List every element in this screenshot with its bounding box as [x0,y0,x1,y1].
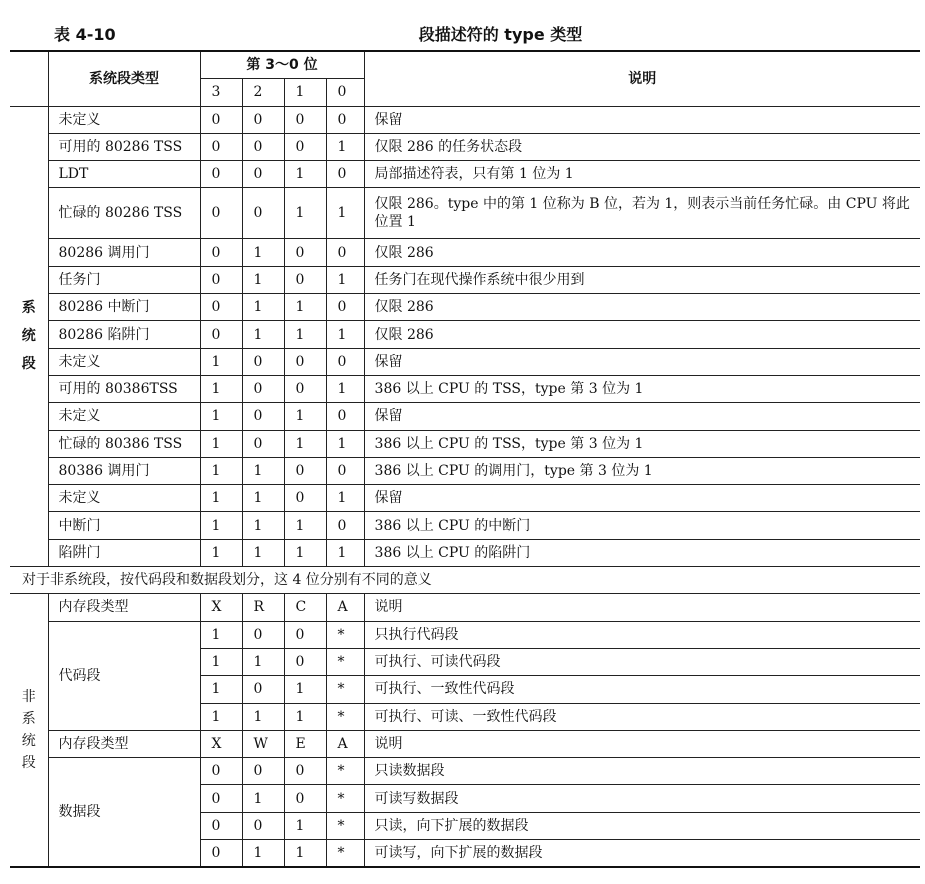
table-row [10,512,920,539]
bit-value: 1 [284,321,326,348]
description: 只读数据段 [364,758,920,785]
description: 386 以上 CPU 的中断门 [364,512,920,539]
table-row [10,161,920,188]
bit-header: A [326,594,364,621]
description: 保留 [364,403,920,430]
bit-value: 0 [284,239,326,266]
bit-value: 0 [242,106,284,133]
bit-value: 1 [200,485,242,512]
bit-value: 0 [326,457,364,484]
bit-value: 1 [242,840,284,868]
bit-value: 0 [284,457,326,484]
bit-value: 1 [242,294,284,321]
bit-value: 0 [284,648,326,675]
bit-value: 0 [284,133,326,160]
bit-value: 0 [200,294,242,321]
bit-value: 1 [200,375,242,402]
description: 保留 [364,485,920,512]
bit-value: 1 [242,512,284,539]
table-row [10,758,920,785]
bit-value: 1 [326,430,364,457]
bit-value: 1 [326,188,364,239]
bit-value: 1 [284,188,326,239]
header-bit: 2 [242,79,284,106]
bit-header: X [200,594,242,621]
description: 保留 [364,348,920,375]
section-type-header: 内存段类型 [48,594,200,621]
bit-header: A [326,730,364,757]
bit-value: 1 [200,648,242,675]
bit-value: 0 [284,106,326,133]
bit-value: 1 [200,703,242,730]
side-label-char: 统 [21,328,36,345]
side-label-char: 系 [21,711,36,728]
bit-value: 0 [242,161,284,188]
bit-value: 1 [284,703,326,730]
description: 仅限 286 的任务状态段 [364,133,920,160]
description: 386 以上 CPU 的 TSS，type 第 3 位为 1 [364,375,920,402]
header-type: 系统段类型 [48,51,200,106]
bit-value: 0 [200,106,242,133]
bit-value: * [326,648,364,675]
note-row [10,567,920,594]
bit-value: 1 [284,840,326,868]
bit-value: * [326,785,364,812]
bit-value: 1 [326,485,364,512]
bit-value: 0 [200,758,242,785]
side-label-char: 段 [21,356,36,373]
bit-value: 1 [284,403,326,430]
table-row [10,375,920,402]
description: 只执行代码段 [364,621,920,648]
bit-value: 0 [200,840,242,868]
description: 保留 [364,106,920,133]
segment-type: 任务门 [48,266,200,293]
bit-value: 1 [242,485,284,512]
bit-value: 0 [326,348,364,375]
bit-value: 0 [200,188,242,239]
bit-value: 1 [242,539,284,566]
bit-value: 0 [284,758,326,785]
bit-value: 1 [242,457,284,484]
header-bit: 1 [284,79,326,106]
header-bit: 0 [326,79,364,106]
note-text: 对于非系统段，按代码段和数据段划分，这 4 位分别有不同的意义 [10,567,920,594]
description: 仅限 286。type 中的第 1 位称为 B 位，若为 1，则表示当前任务忙碌。由 CPU 将此位置 1 [364,188,920,239]
bit-value: * [326,621,364,648]
bit-value: 1 [326,133,364,160]
description: 仅限 286 [364,294,920,321]
side-label-char: 非 [21,689,36,706]
bit-value: 1 [284,161,326,188]
segment-type: 80286 中断门 [48,294,200,321]
bit-value: 0 [242,133,284,160]
section-desc-header: 说明 [364,730,920,757]
bit-value: 0 [200,161,242,188]
bit-value: 1 [200,348,242,375]
bit-value: * [326,703,364,730]
bit-value: 0 [284,621,326,648]
segment-type: 中断门 [48,512,200,539]
bit-value: 1 [242,321,284,348]
description: 可执行、可读、一致性代码段 [364,703,920,730]
bit-value: 1 [284,430,326,457]
bit-header: E [284,730,326,757]
system-side-label [10,106,48,566]
bit-value: 1 [284,676,326,703]
bit-value: 0 [242,621,284,648]
bit-header: R [242,594,284,621]
side-label-char: 段 [21,755,36,772]
bit-value: 0 [326,403,364,430]
bit-value: 1 [242,703,284,730]
bit-value: 1 [326,321,364,348]
bit-value: 1 [326,375,364,402]
bit-value: 1 [242,266,284,293]
segment-kind-label: 代码段 [48,621,200,730]
bit-value: 0 [200,133,242,160]
description: 386 以上 CPU 的调用门，type 第 3 位为 1 [364,457,920,484]
segment-type: 可用的 80286 TSS [48,133,200,160]
bit-value: 1 [242,648,284,675]
segment-type: 忙碌的 80386 TSS [48,430,200,457]
description: 任务门在现代操作系统中很少用到 [364,266,920,293]
table-row [10,294,920,321]
bit-value: 0 [284,375,326,402]
table-row [10,266,920,293]
segment-type: 80286 调用门 [48,239,200,266]
table-row [10,621,920,648]
description: 可读写，向下扩展的数据段 [364,840,920,868]
side-label-char: 统 [21,733,36,750]
segment-type: 忙碌的 80286 TSS [48,188,200,239]
segment-type: 未定义 [48,485,200,512]
bit-value: 0 [284,485,326,512]
bit-value: 0 [200,239,242,266]
bit-value: 1 [200,457,242,484]
bit-value: 0 [326,239,364,266]
section-header-row [10,594,920,621]
bit-value: 1 [242,239,284,266]
segment-kind-label: 数据段 [48,758,200,868]
table-title: 段描述符的 type 类型 [418,25,583,44]
section-type-header: 内存段类型 [48,730,200,757]
bit-value: * [326,676,364,703]
bit-value: 0 [242,676,284,703]
description: 可执行、可读代码段 [364,648,920,675]
description: 局部描述符表，只有第 1 位为 1 [364,161,920,188]
table-row [10,239,920,266]
bit-header: C [284,594,326,621]
table-row [10,457,920,484]
table-row [10,485,920,512]
bit-value: * [326,840,364,868]
bit-value: 1 [284,812,326,839]
bit-value: 1 [200,512,242,539]
segment-type: 80386 调用门 [48,457,200,484]
bit-value: 1 [284,294,326,321]
bit-value: 0 [326,294,364,321]
bit-value: 0 [242,375,284,402]
bit-header: W [242,730,284,757]
segment-type: 未定义 [48,348,200,375]
description: 可执行、一致性代码段 [364,676,920,703]
table-row [10,430,920,457]
bit-value: 0 [200,812,242,839]
bit-value: 1 [200,539,242,566]
segment-type: 可用的 80386TSS [48,375,200,402]
header-corner [10,51,48,106]
table-row [10,539,920,566]
bit-value: 1 [200,676,242,703]
bit-value: 0 [284,348,326,375]
table-row [10,321,920,348]
segment-type: 未定义 [48,106,200,133]
table-row [10,188,920,239]
table-caption [0,20,925,46]
description: 可读写数据段 [364,785,920,812]
description: 386 以上 CPU 的陷阱门 [364,539,920,566]
table-body [10,51,920,867]
bit-value: * [326,758,364,785]
table-row [10,133,920,160]
type-table [10,50,920,868]
side-label-char: 系 [21,300,36,317]
segment-type: 陷阱门 [48,539,200,566]
table-row [10,106,920,133]
table-row [10,403,920,430]
section-desc-header: 说明 [364,594,920,621]
bit-value: * [326,812,364,839]
bit-value: 1 [242,785,284,812]
segment-type: LDT [48,161,200,188]
bit-header: X [200,730,242,757]
segment-type: 80286 陷阱门 [48,321,200,348]
description: 仅限 286 [364,321,920,348]
header-desc: 说明 [364,51,920,106]
bit-value: 1 [326,266,364,293]
bit-value: 1 [284,539,326,566]
nonsystem-side-label [10,594,48,867]
header-bits: 第 3～0 位 [200,51,364,79]
bit-value: 0 [200,785,242,812]
description: 只读，向下扩展的数据段 [364,812,920,839]
header-bit: 3 [200,79,242,106]
bit-value: 0 [326,512,364,539]
bit-value: 0 [200,321,242,348]
bit-value: 1 [326,539,364,566]
bit-value: 0 [242,812,284,839]
bit-value: 0 [242,188,284,239]
description: 仅限 286 [364,239,920,266]
bit-value: 1 [284,512,326,539]
table-row [10,348,920,375]
bit-value: 1 [200,403,242,430]
description: 386 以上 CPU 的 TSS，type 第 3 位为 1 [364,430,920,457]
bit-value: 0 [242,430,284,457]
segment-type: 未定义 [48,403,200,430]
section-header-row [10,730,920,757]
header-row-1 [10,51,920,79]
bit-value: 0 [242,348,284,375]
table-number: 表 4-10 [54,25,116,44]
bit-value: 1 [200,621,242,648]
bit-value: 0 [326,106,364,133]
bit-value: 0 [284,266,326,293]
bit-value: 1 [200,430,242,457]
bit-value: 0 [284,785,326,812]
bit-value: 0 [200,266,242,293]
bit-value: 0 [242,403,284,430]
bit-value: 0 [326,161,364,188]
bit-value: 0 [242,758,284,785]
